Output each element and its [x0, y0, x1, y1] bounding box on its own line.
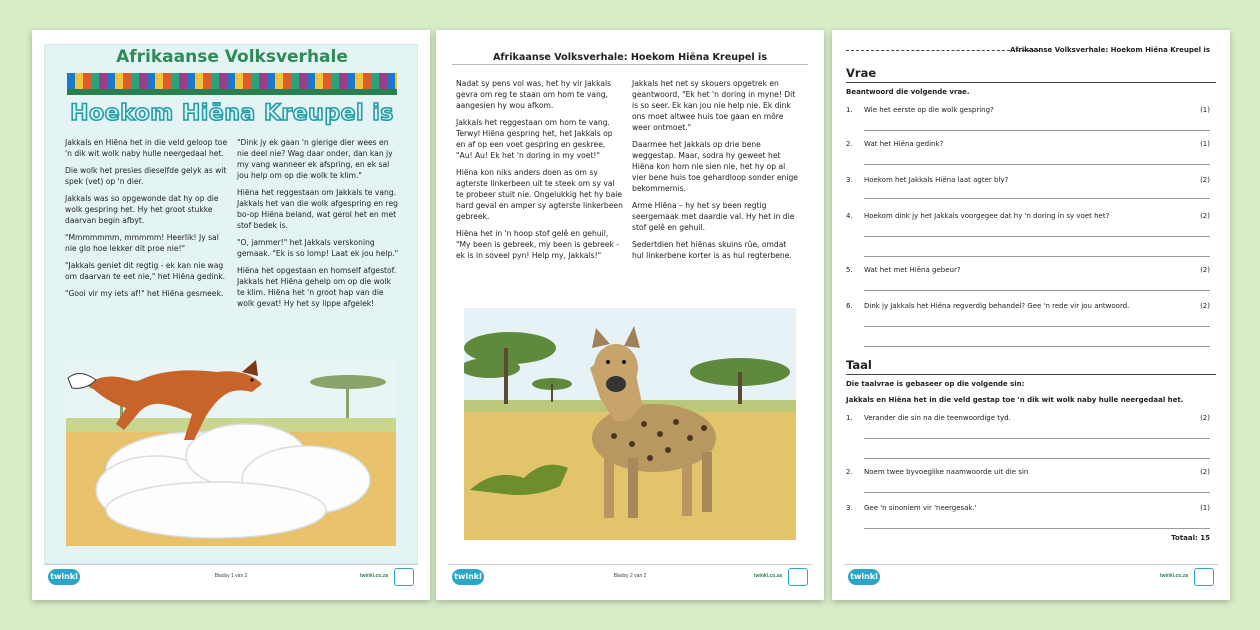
question-text: Wat het met Hiëna gebeur?	[864, 266, 961, 274]
paragraph: Hiëna kon niks anders doen as om sy agterste linkerbeen uit te steek om sy val te probeer stuit nie. Ongelukkig het hy baie hard geval en amper sy agterste linkerbeen gebreek.	[456, 168, 623, 221]
page-footer	[844, 564, 1218, 588]
story-title: Hoekom Hiëna Kreupel is	[70, 101, 394, 126]
page-number: Bladsy 2 van 2	[613, 573, 647, 579]
paragraph: Hiëna het reggestaan om Jakkals te vang. Jakkals het van die wolk afgespring en reg bo-op Hiëna beland, wat gerol het en met stof bedek is.	[237, 188, 398, 230]
question-marks: (1)	[1200, 106, 1210, 114]
twinkl-logo: twinkl	[848, 569, 880, 585]
question-item	[846, 504, 1210, 512]
answer-line[interactable]	[864, 236, 1210, 237]
answer-line[interactable]	[864, 256, 1210, 257]
question-text: Noem twee byvoeglike naamwoorde uit die sin	[864, 468, 1029, 476]
question-marks: (1)	[1200, 504, 1210, 512]
question-text: Hoekom het Jakkals Hiëna laat agter bly?	[864, 176, 1009, 184]
answer-line[interactable]	[864, 326, 1210, 327]
website-link[interactable]: twinkl.co.za	[753, 573, 782, 579]
section-instruction: Beantwoord die volgende vrae.	[846, 88, 970, 96]
page-header: Afrikaanse Volksverhale: Hoekom Hiëna Kreupel is	[492, 52, 768, 63]
fox-and-cloud-illustration	[66, 360, 396, 546]
paragraph: Hiëna het in 'n hoop stof gelê en gehuil, "My been is gebreek, my been is gebreek - ek is in soveel pyn! Help my, Jakkals!"	[456, 229, 619, 260]
question-item	[846, 414, 1210, 422]
story-column-right	[237, 137, 401, 315]
question-item	[846, 302, 1210, 310]
question-marks: (2)	[1200, 302, 1210, 310]
question-number: 5.	[846, 266, 853, 274]
paragraph: Hiëna het opgestaan en homself afgestof. Jakkals het Hiëna gehelp om op die wolk te klim. Hiëna het 'n groot hap van die wolk gevat! Hy het sy lippe afgelek!	[237, 266, 397, 308]
question-text: Gee 'n sinoniem vir 'neergesak.'	[864, 504, 977, 512]
answer-line[interactable]	[864, 438, 1210, 439]
question-item	[846, 140, 1210, 148]
question-item	[846, 176, 1210, 184]
quality-seal-icon	[788, 568, 808, 586]
question-marks: (1)	[1200, 140, 1210, 148]
paragraph: "O, jammer!" het Jakkals verskoning gemaak. "Ek is so lomp! Laat ek jou help."	[237, 238, 399, 258]
section-rule	[846, 374, 1216, 375]
answer-line[interactable]	[864, 346, 1210, 347]
question-number: 2.	[846, 468, 853, 476]
paragraph: Daarmee het Jakkals op drie bene weggestap. Maar, sodra hy geweet het Hiëna kon hom nie sien nie, het hy op al vier bene huis toe gehardloop sonder enige bekommernis.	[632, 140, 798, 193]
question-number: 4.	[846, 212, 853, 220]
story-column-right	[632, 78, 800, 267]
paragraph: Jakkals was so opgewonde dat hy op die wolk gespring het. Hy het groot stukke daarvan begin afbyt.	[65, 194, 219, 225]
question-item	[846, 106, 1210, 114]
question-marks: (2)	[1200, 414, 1210, 422]
hyena-illustration	[464, 308, 796, 540]
website-link[interactable]: twinkl.co.za	[1159, 573, 1188, 579]
paragraph: "Gooi vir my iets af!" het Hiëna gesmeek.	[65, 289, 224, 298]
paragraph: "Dink jy ek gaan 'n gierige dier wees en nie deel nie? Wag daar onder, dan kan jy my vang wanneer ek afspring, en ek sal jou help om op die wolk te klim."	[237, 138, 393, 180]
answer-line[interactable]	[864, 528, 1210, 529]
question-item	[846, 468, 1210, 476]
paragraph: "Jakkals geniet dit regtig - ek kan nie wag om daarvan te eet nie," het Hiëna gedink.	[65, 261, 226, 281]
question-text: Dink jy Jakkals het Hiëna regverdig behandel? Gee 'n rede vir jou antwoord.	[864, 302, 1130, 310]
question-number: 3.	[846, 176, 853, 184]
total-marks: Totaal: 15	[1171, 534, 1210, 542]
question-text: Wat het Hiëna gedink?	[864, 140, 944, 148]
page-header: Afrikaanse Volksverhale: Hoekom Hiëna Kreupel is	[1009, 46, 1210, 54]
worksheet-page-3	[832, 30, 1230, 600]
header-rule	[452, 64, 808, 65]
section-rule	[846, 82, 1216, 83]
paragraph: Jakkals het reggestaan om hom te vang. Terwyl Hiëna gespring het, het Jakkals op en af op een voet gespring en geskree, "Au! Au! Ek het 'n doring in my voet!"	[456, 118, 613, 160]
page-footer	[448, 564, 812, 588]
question-text: Wie het eerste op die wolk gespring?	[864, 106, 994, 114]
section-title-vrae: Vrae	[846, 66, 877, 80]
question-marks: (2)	[1200, 212, 1210, 220]
story-column-left	[456, 78, 624, 267]
answer-line[interactable]	[864, 130, 1210, 131]
question-item	[846, 266, 1210, 274]
paragraph: Jakkals en Hiëna het in die veld geloop toe 'n dik wit wolk naby hulle neergedaal het.	[65, 138, 228, 158]
question-number: 6.	[846, 302, 853, 310]
question-number: 3.	[846, 504, 853, 512]
page-number: Bladsy 1 van 2	[214, 573, 248, 579]
answer-line[interactable]	[864, 458, 1210, 459]
question-number: 1.	[846, 414, 853, 422]
answer-line[interactable]	[864, 164, 1210, 165]
answer-line[interactable]	[864, 290, 1210, 291]
decorative-pattern-band	[67, 73, 397, 89]
story-column-left	[65, 137, 231, 305]
paragraph: Die wolk het presies dieselfde gelyk as wit spek (vet) op 'n dier.	[65, 166, 227, 186]
worksheet-page-1	[32, 30, 430, 600]
quality-seal-icon	[1194, 568, 1214, 586]
decorative-band-border	[67, 89, 397, 95]
question-marks: (2)	[1200, 266, 1210, 274]
page-footer	[44, 564, 418, 588]
paragraph: "Mmmmmmm, mmmmm! Heerlik! Jy sal nie glo hoe lekker dit proe nie!"	[65, 233, 219, 253]
paragraph: Sedertdien het hiënas skuins rûe, omdat hul linkerbene korter is as hul regterbene.	[632, 240, 792, 260]
twinkl-logo: twinkl	[452, 569, 484, 585]
question-number: 2.	[846, 140, 853, 148]
answer-line[interactable]	[864, 198, 1210, 199]
section-instruction: Die taalvrae is gebaseer op die volgende sin:	[846, 380, 1025, 388]
question-item	[846, 212, 1210, 220]
question-text: Hoekom dink jy het Jakkals voorgegee dat hy 'n doring in sy voet het?	[864, 212, 1110, 220]
question-marks: (2)	[1200, 176, 1210, 184]
paragraph: Jakkals het net sy skouers opgetrek en geantwoord, "Ek het 'n doring in myne! Dit is so seer. Ek kan jou nie help nie. Ek dink ons moet altwee huis toe gaan en môre weer ontmoet."	[632, 79, 796, 132]
taal-sentence: Jakkals en Hiëna het in die veld gestap toe 'n dik wit wolk naby hulle neergedaal het.	[846, 396, 1184, 404]
website-link[interactable]: twinkl.co.za	[359, 573, 388, 579]
series-title: Afrikaanse Volksverhale	[116, 47, 348, 67]
question-number: 1.	[846, 106, 853, 114]
twinkl-logo: twinkl	[48, 569, 80, 585]
paragraph: Arme Hiëna – hy het sy been regtig seergemaak met daardie val. Hy het in die stof gelê en gehuil.	[632, 201, 795, 232]
question-marks: (2)	[1200, 468, 1210, 476]
section-title-taal: Taal	[846, 358, 872, 372]
answer-line[interactable]	[864, 492, 1210, 493]
paragraph: Nadat sy pens vol was, het hy vir Jakkals gevra om reg te staan om hom te vang, aangesien hy wou afkom.	[456, 79, 612, 110]
question-text: Verander die sin na die teenwoordige tyd.	[864, 414, 1011, 422]
worksheet-page-2	[436, 30, 824, 600]
quality-seal-icon	[394, 568, 414, 586]
